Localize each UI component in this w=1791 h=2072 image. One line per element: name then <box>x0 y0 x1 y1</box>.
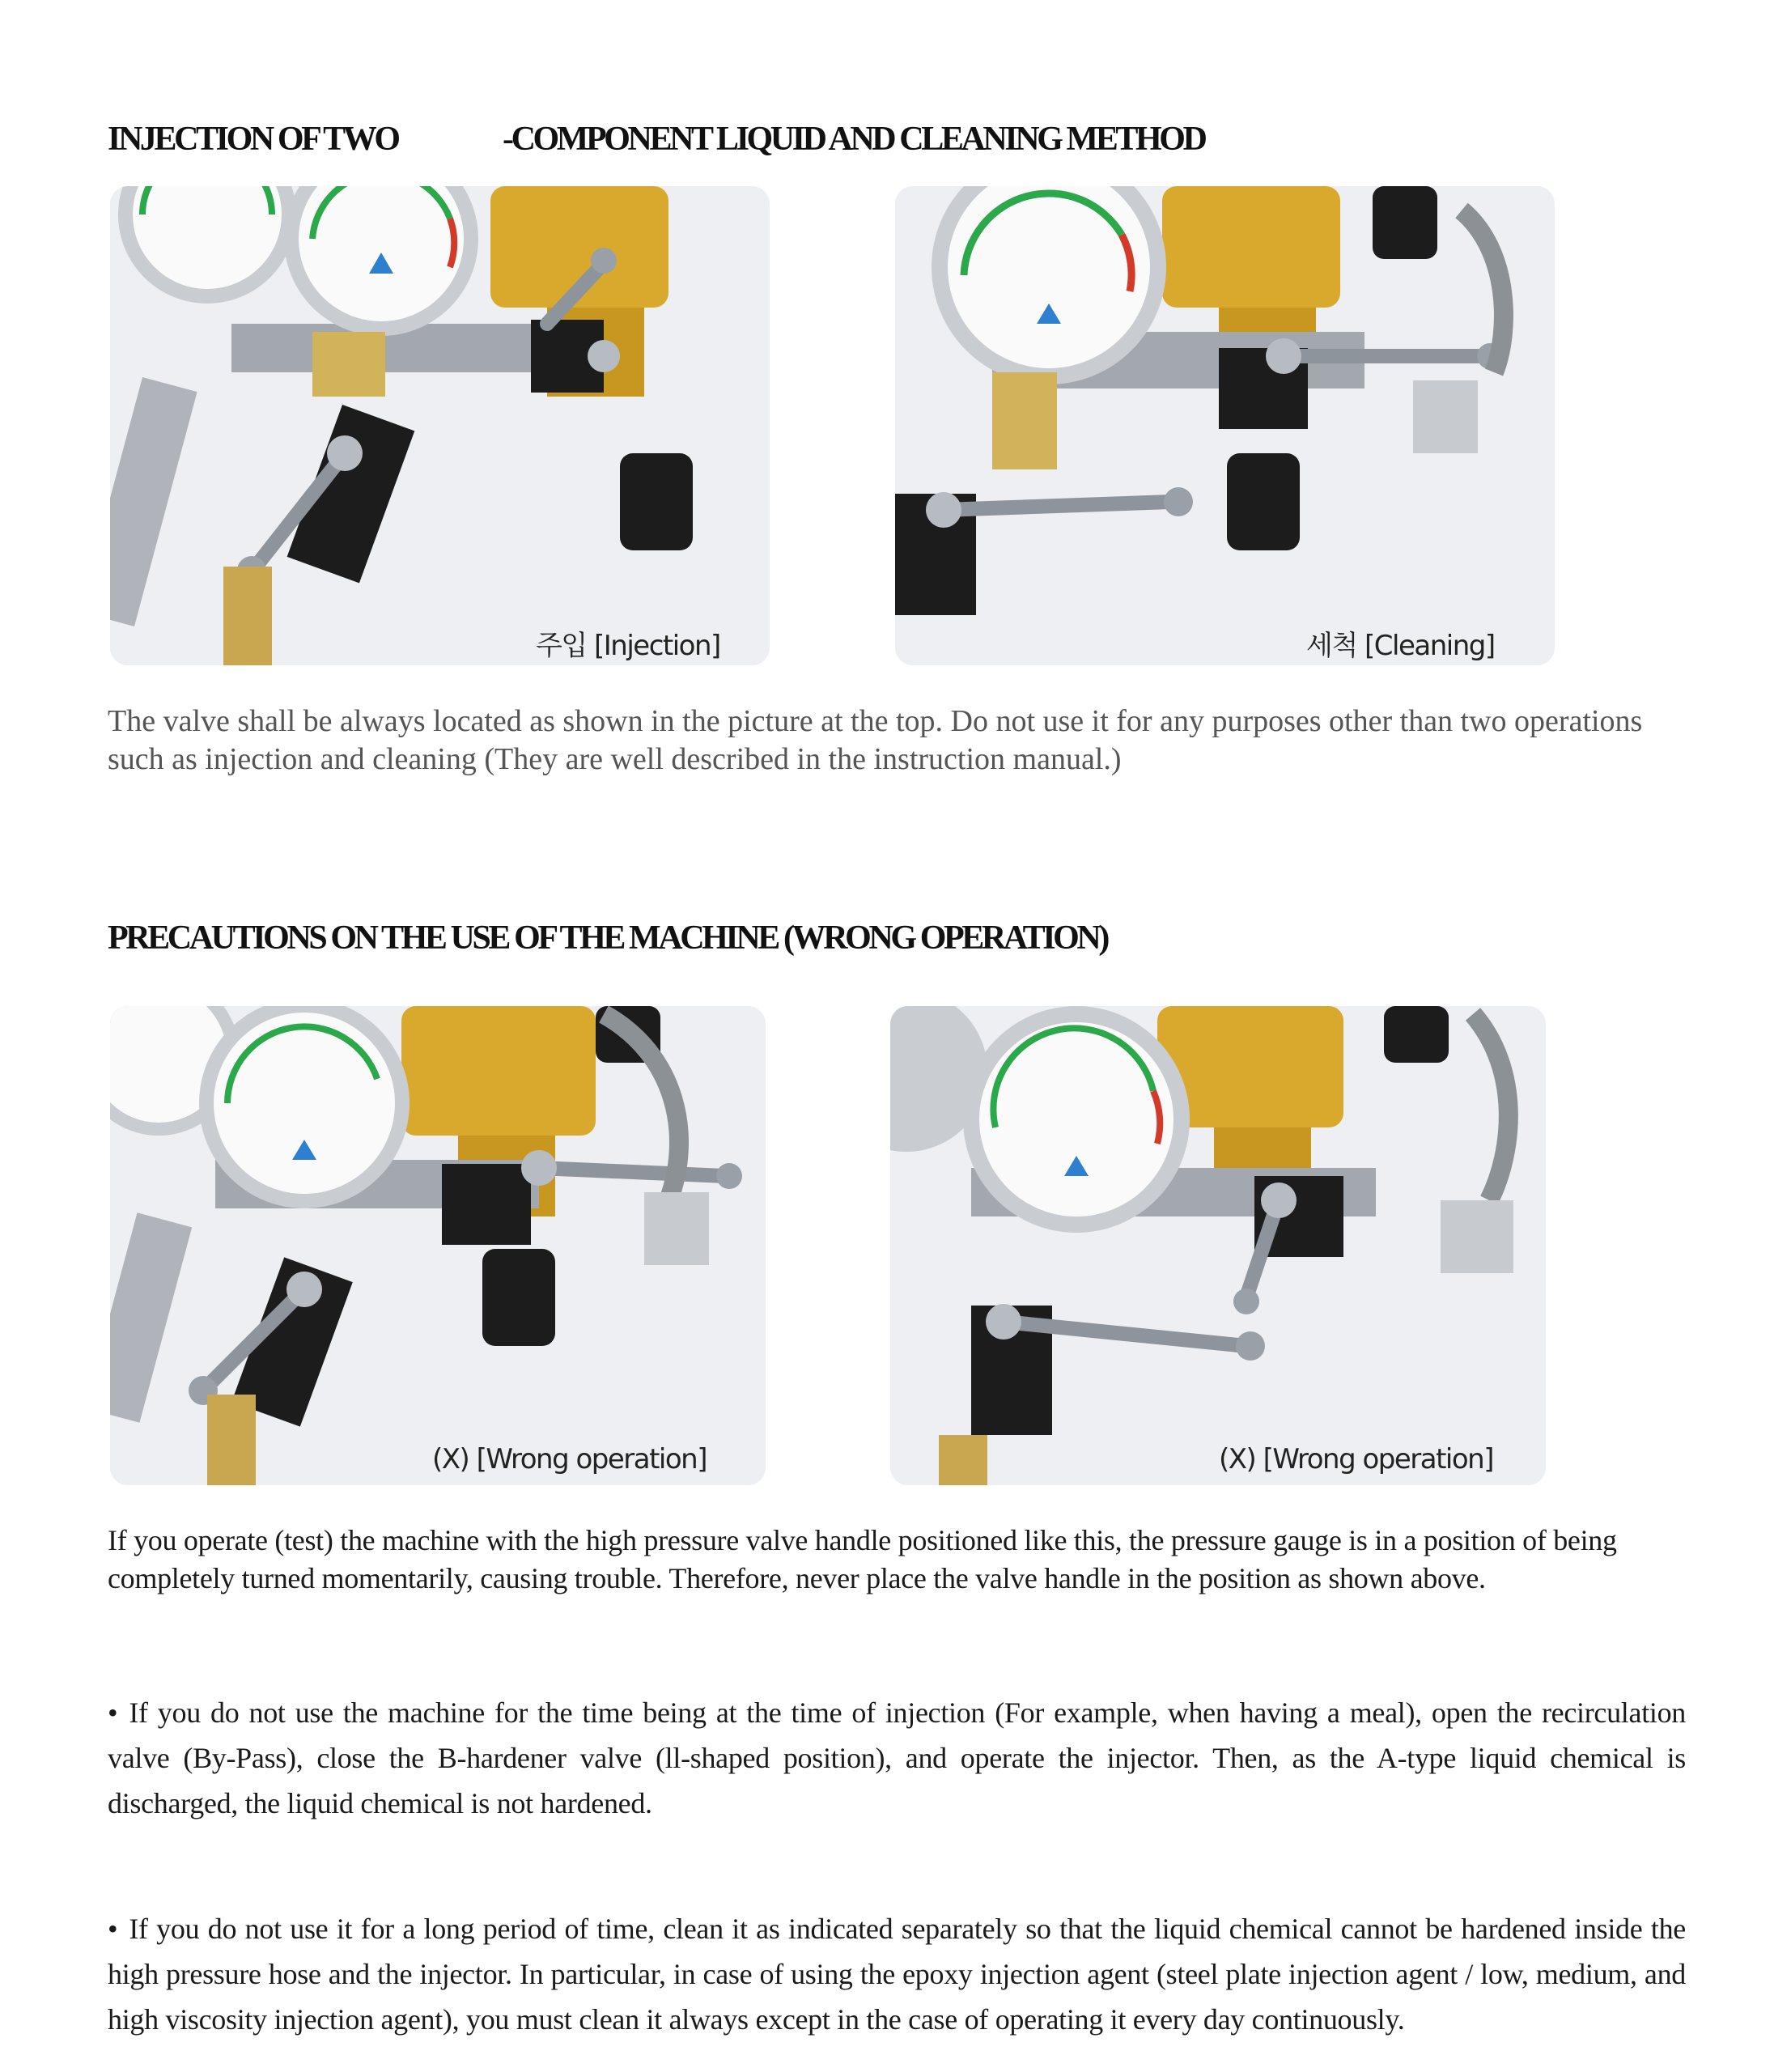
bullet-text: If you do not use it for a long period of time, clean it as indicated separately so that the liquid chemical cannot be hardened inside the high pressure hose and the injector. In particular, in case of using the epoxy injection agent (steel plate injection agent / low, medium, and high viscosity injection agent), you must clean it always except in the case of operating it every day continuously. <box>108 1913 1686 2036</box>
bullet-item <box>108 1690 1686 1826</box>
bullet-text: If you do not use the machine for the time being at the time of injection (For example, when having a meal), open the recirculation valve (By-Pass), close the B-hardener valve (ll-shaped position), and operate the injector. Then, as the A-type liquid chemical is discharged, the liquid chemical is not hardened. <box>108 1696 1686 1819</box>
cleaning-photo <box>895 186 1555 665</box>
section-heading-injection <box>108 120 1205 159</box>
wrong-operation-photo-1 <box>110 1006 766 1485</box>
section-heading-precautions: PRECAUTIONS ON THE USE OF THE MACHINE (WRONG OPERATION) <box>108 919 1107 957</box>
photo-caption: (X) [Wrong operation] <box>1219 1443 1493 1475</box>
valve-position-note: The valve shall be always located as shown in the picture at the top. Do not use it for any purposes other than two operations such as injection and cleaning (They are well described in the instruction manual.) <box>108 704 1643 776</box>
injection-valve-photo-icon <box>110 186 770 665</box>
heading-part-left: INJECTION OF TWO <box>108 121 398 158</box>
cleaning-valve-photo-icon <box>895 186 1555 665</box>
heading-part-right: -COMPONENT LIQUID AND CLEANING METHOD <box>503 121 1205 158</box>
wrong-operation-note: If you operate (test) the machine with the high pressure valve handle positioned like this, the pressure gauge is in a position of being completely turned momentarily, causing trouble. Therefore, never place the valve handle in the position as shown above. <box>108 1524 1617 1594</box>
photo-caption: (X) [Wrong operation] <box>432 1443 707 1475</box>
bullet-mark: • <box>108 1696 118 1729</box>
wrong-operation-photo-2 <box>890 1006 1546 1485</box>
photo-caption: 주입 [Injection] <box>536 630 720 662</box>
bullet-mark: • <box>108 1913 118 1945</box>
injection-photo <box>110 186 770 665</box>
wrong-operation-photo-icon <box>110 1006 766 1485</box>
wrong-operation-photo-icon <box>890 1006 1546 1485</box>
bullet-item <box>108 1906 1686 2042</box>
photo-caption: 세척 [Cleaning] <box>1306 630 1495 662</box>
